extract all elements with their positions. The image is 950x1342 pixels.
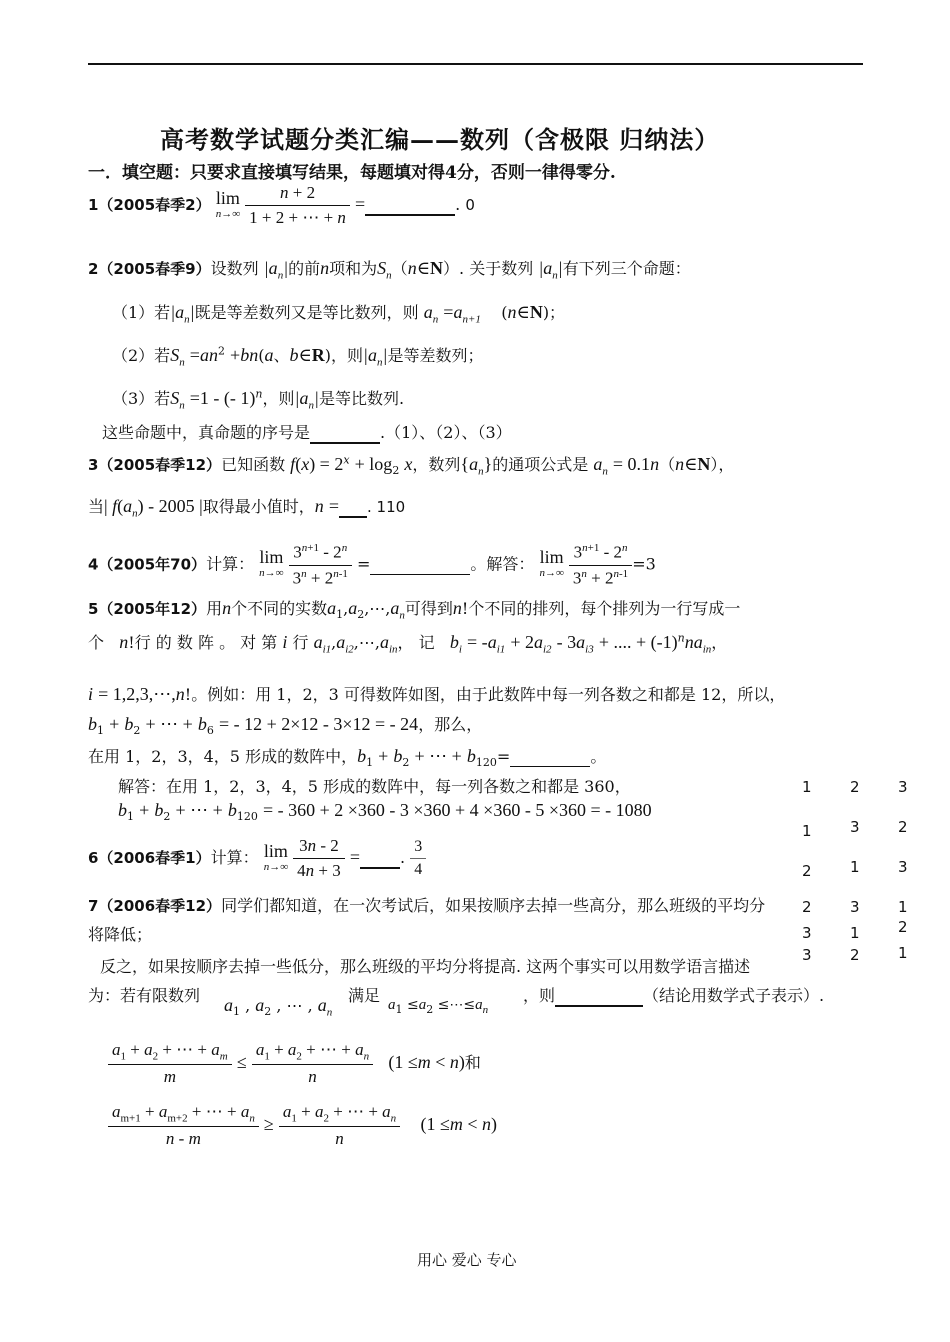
matrix-row: 3 1 2	[802, 918, 908, 942]
question-5-solution: 解答：在用 1，2，3，4，5 形成的数阵中，每一列各数之和都是 360，	[118, 777, 631, 796]
question-5-line-2: 个 n!行 的 数 阵 。 对 第 i 行 $a_{i1},a_{i2},\cdots,a_{in}$， 记 $b_i = -a_{i1} + 2a_{i2} - 3a_{i3}$ + .... + $(-1)^nna_{in}$，	[88, 631, 728, 656]
question-3: 3（2005春季12）已知函数 $f(x) = 2^x + \log_2 x$，数列$\{a_n\}$的通项公式是 $a_n$ = 0.1n（n∈N），	[88, 453, 735, 478]
question-7: 7（2006春季12）同学们都知道，在一次考试后，如果按顺序去掉一些高分，那么班级的平均分	[88, 896, 766, 915]
answer-blank	[510, 747, 590, 767]
matrix-row: 1 2 3	[802, 778, 908, 796]
proposition-3: （3）若$S_n =1$ - (- 1)$^n$，则$|a_n|$是等比数列.	[112, 387, 405, 412]
question-6: 6（2006春季1）计算： lim n→∞ $\frac{3n - 2}{4n + 3}$ = . $\frac{3}{4}$	[88, 836, 426, 881]
section-heading: 一．填空题：只要求直接填写结果，每题填对得4分，否则一律得零分.	[88, 163, 616, 183]
answer-blank	[365, 195, 455, 216]
question-2: 2（2005春季9）设数列 $|a_n|$的前n项和为$S_n(n\in N)$. 关于数列 $|a_n|$有下列三个命题：	[88, 258, 691, 282]
answer-inequality-2: $\frac{a_{m+1} + a_{m+2} + \cdots + a_n}{n - m}$ ≥ $\frac{a_1 + a_2 + \cdots + a_n}{n}$ (1 ≤m < n)	[108, 1102, 497, 1149]
fraction: $\frac{n + 2}{1 + 2 + \cdots + n}$	[245, 183, 350, 228]
question-7-conclusion: ，则 （结论用数学式子表示）.	[523, 986, 825, 1005]
question-7-line-2: 将降低；	[88, 925, 153, 944]
lim-symbol: lim n→∞	[215, 187, 241, 220]
question-5-line-3: i = 1,2,3,⋯,n!。例如：用 1，2，3 可得数阵如图，由于此数阵中每一列各数之和都是 12，所以，	[88, 684, 786, 704]
answer-blank	[360, 848, 400, 869]
proposition-2: （2）若$S_n =an^2 +bn(a$、b∈R)，则$|a_n|$是等差数列；	[112, 344, 484, 369]
condition-expression: $a_1 \le a_2$ $\le\cdots\le a_n$	[388, 997, 489, 1016]
header-rule	[88, 63, 863, 65]
matrix-row: 1 3 2	[802, 818, 908, 840]
fraction: $\frac{3^{n+1} - 2^n}{3^n + 2^{n-1}}$	[289, 542, 352, 588]
question-1: 1（2005春季2） lim n→∞ $\frac{n + 2}{1 + 2 + \cdots + n}$ = . 0	[88, 183, 475, 227]
question-5-line-5: 在用 1，2，3，4，5 形成的数阵中，$b_1 + b_2$ + ⋯ + $b_{120}=$ 。	[88, 746, 607, 770]
question-3-line-2: 当| $f(a_n) - 2005$ |取得最小值时，n = . 110	[88, 496, 406, 520]
answer-blank	[555, 986, 643, 1007]
question-5-line-4: $b_1 + b_2$ + ⋯ + $b_6$ = - 12 + 2×12 - 3×12 = - 24，那么，	[88, 714, 483, 738]
page-title: 高考数学试题分类汇编——数列（含极限 归纳法）	[160, 125, 720, 154]
question-7-line-3: 反之，如果按顺序去掉一些低分，那么班级的平均分将提高. 这两个事实可以用数学语言描述	[100, 957, 751, 976]
answer-blank	[339, 497, 367, 518]
sequence-expression: $a_1$ , $a_2$ , ⋯ , $a_n$	[224, 995, 333, 1019]
question-5-solution-formula: $b_1 + b_2$ + ⋯ + $b_{120}$ = - 360 + 2 ×360 - 3 ×360 + 4 ×360 - 5 ×360 = - 1080	[118, 800, 652, 824]
answer-blank	[310, 423, 380, 444]
question-5: 5（2005年12）用n个不同的实数$a_1,a_2,\cdots,a_n$可得到n!个不同的排列，每个排列为一行写成一	[88, 598, 741, 622]
question-4: 4（2005年70）计算： lim n→∞ $\frac{3^{n+1} - 2^n}{3^n + 2^{n-1}}$ = 。解答： lim n→∞ $\frac{3^{n+1} - 2^n}{3^n + 2^{n-1}}$ =3	[88, 542, 656, 588]
proposition-1: （1）若$|a_n|$既是等差数列又是等比数列，则 $a_n =a_{n+1}$ (n∈N)；	[112, 302, 566, 326]
question-7-line-4: 为：若有限数列	[88, 986, 201, 1005]
number-matrix	[800, 778, 910, 986]
fraction: $\frac{3^{n+1} - 2^n}{3^n + 2^{n-1}}$	[569, 542, 632, 588]
matrix-row: 2 3 1	[802, 898, 908, 916]
matrix-row: 3 2 1	[802, 944, 908, 964]
question-7-condition: 满足	[348, 986, 381, 1005]
answer-fraction: $\frac{3}{4}$	[410, 838, 426, 879]
answer-blank	[370, 555, 470, 575]
page-footer: 用心 爱心 专心	[417, 1251, 517, 1269]
matrix-row: 2 1 3	[802, 858, 908, 880]
question-2-tail: 这些命题中，真命题的序号是 .（1）、（2）、（3）	[102, 423, 512, 442]
fraction: $\frac{3n - 2}{4n + 3}$	[293, 836, 345, 881]
answer-inequality-1: $\frac{a_1 + a_2 + \cdots + a_m}{m}$ ≤ $\frac{a_1 + a_2 + \cdots + a_n}{n}$ (1 ≤m < n)和	[108, 1040, 481, 1087]
